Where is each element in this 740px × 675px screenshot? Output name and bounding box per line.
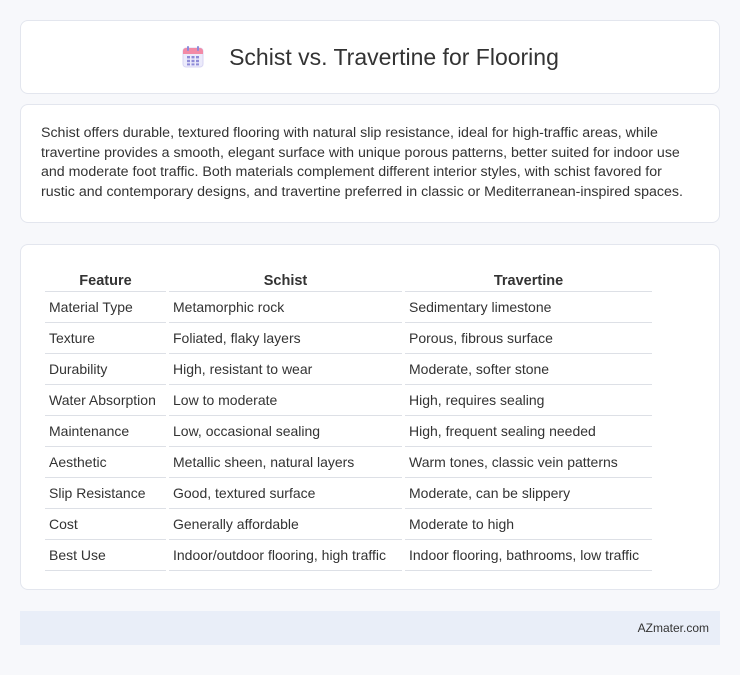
calendar-icon [181, 45, 205, 69]
table-row [45, 323, 652, 354]
schist-cell: Indoor/outdoor flooring, high traffic [169, 540, 402, 571]
footer-brand: AZmater.com [637, 621, 709, 635]
schist-cell: Metallic sheen, natural layers [169, 447, 402, 478]
header-schist: Schist [169, 264, 402, 292]
schist-cell: Metamorphic rock [169, 292, 402, 323]
intro-paragraph: Schist offers durable, textured flooring with natural slip resistance, ideal for high-traffic areas, while travertine provides a smooth, elegant surface with unique porous patterns, better suited for indoor use and moderate foot traffic. Both materials complement different interior styles, with schist favored for rustic and contemporary designs, and travertine preferred in classic or Mediterranean-inspired spaces. [41, 125, 683, 200]
travertine-cell: Moderate to high [405, 509, 652, 540]
feature-cell: Texture [45, 323, 166, 354]
table-card [20, 244, 720, 590]
table-row [45, 509, 652, 540]
feature-cell: Water Absorption [45, 385, 166, 416]
table-row [45, 354, 652, 385]
travertine-cell: Warm tones, classic vein patterns [405, 447, 652, 478]
schist-cell: Low, occasional sealing [169, 416, 402, 447]
travertine-cell: Moderate, softer stone [405, 354, 652, 385]
travertine-cell: Indoor flooring, bathrooms, low traffic [405, 540, 652, 571]
header-feature: Feature [45, 264, 166, 292]
comparison-table [42, 264, 655, 571]
intro-card [20, 104, 720, 223]
table-header-row [45, 264, 652, 292]
title-card [20, 20, 720, 94]
header-travertine: Travertine [405, 264, 652, 292]
page-title-text: Schist vs. Travertine for Flooring [229, 43, 559, 70]
schist-cell: Good, textured surface [169, 478, 402, 509]
table-row [45, 292, 652, 323]
feature-cell: Slip Resistance [45, 478, 166, 509]
feature-cell: Best Use [45, 540, 166, 571]
schist-cell: Low to moderate [169, 385, 402, 416]
schist-cell: High, resistant to wear [169, 354, 402, 385]
travertine-cell: High, frequent sealing needed [405, 416, 652, 447]
feature-cell: Durability [45, 354, 166, 385]
table-row [45, 416, 652, 447]
schist-cell: Generally affordable [169, 509, 402, 540]
travertine-cell: Porous, fibrous surface [405, 323, 652, 354]
feature-cell: Aesthetic [45, 447, 166, 478]
footer [20, 611, 720, 645]
travertine-cell: Sedimentary limestone [405, 292, 652, 323]
feature-cell: Maintenance [45, 416, 166, 447]
table-row [45, 540, 652, 571]
feature-cell: Material Type [45, 292, 166, 323]
feature-cell: Cost [45, 509, 166, 540]
table-row [45, 385, 652, 416]
page-title [181, 44, 559, 71]
travertine-cell: Moderate, can be slippery [405, 478, 652, 509]
schist-cell: Foliated, flaky layers [169, 323, 402, 354]
travertine-cell: High, requires sealing [405, 385, 652, 416]
table-row [45, 478, 652, 509]
table-row [45, 447, 652, 478]
